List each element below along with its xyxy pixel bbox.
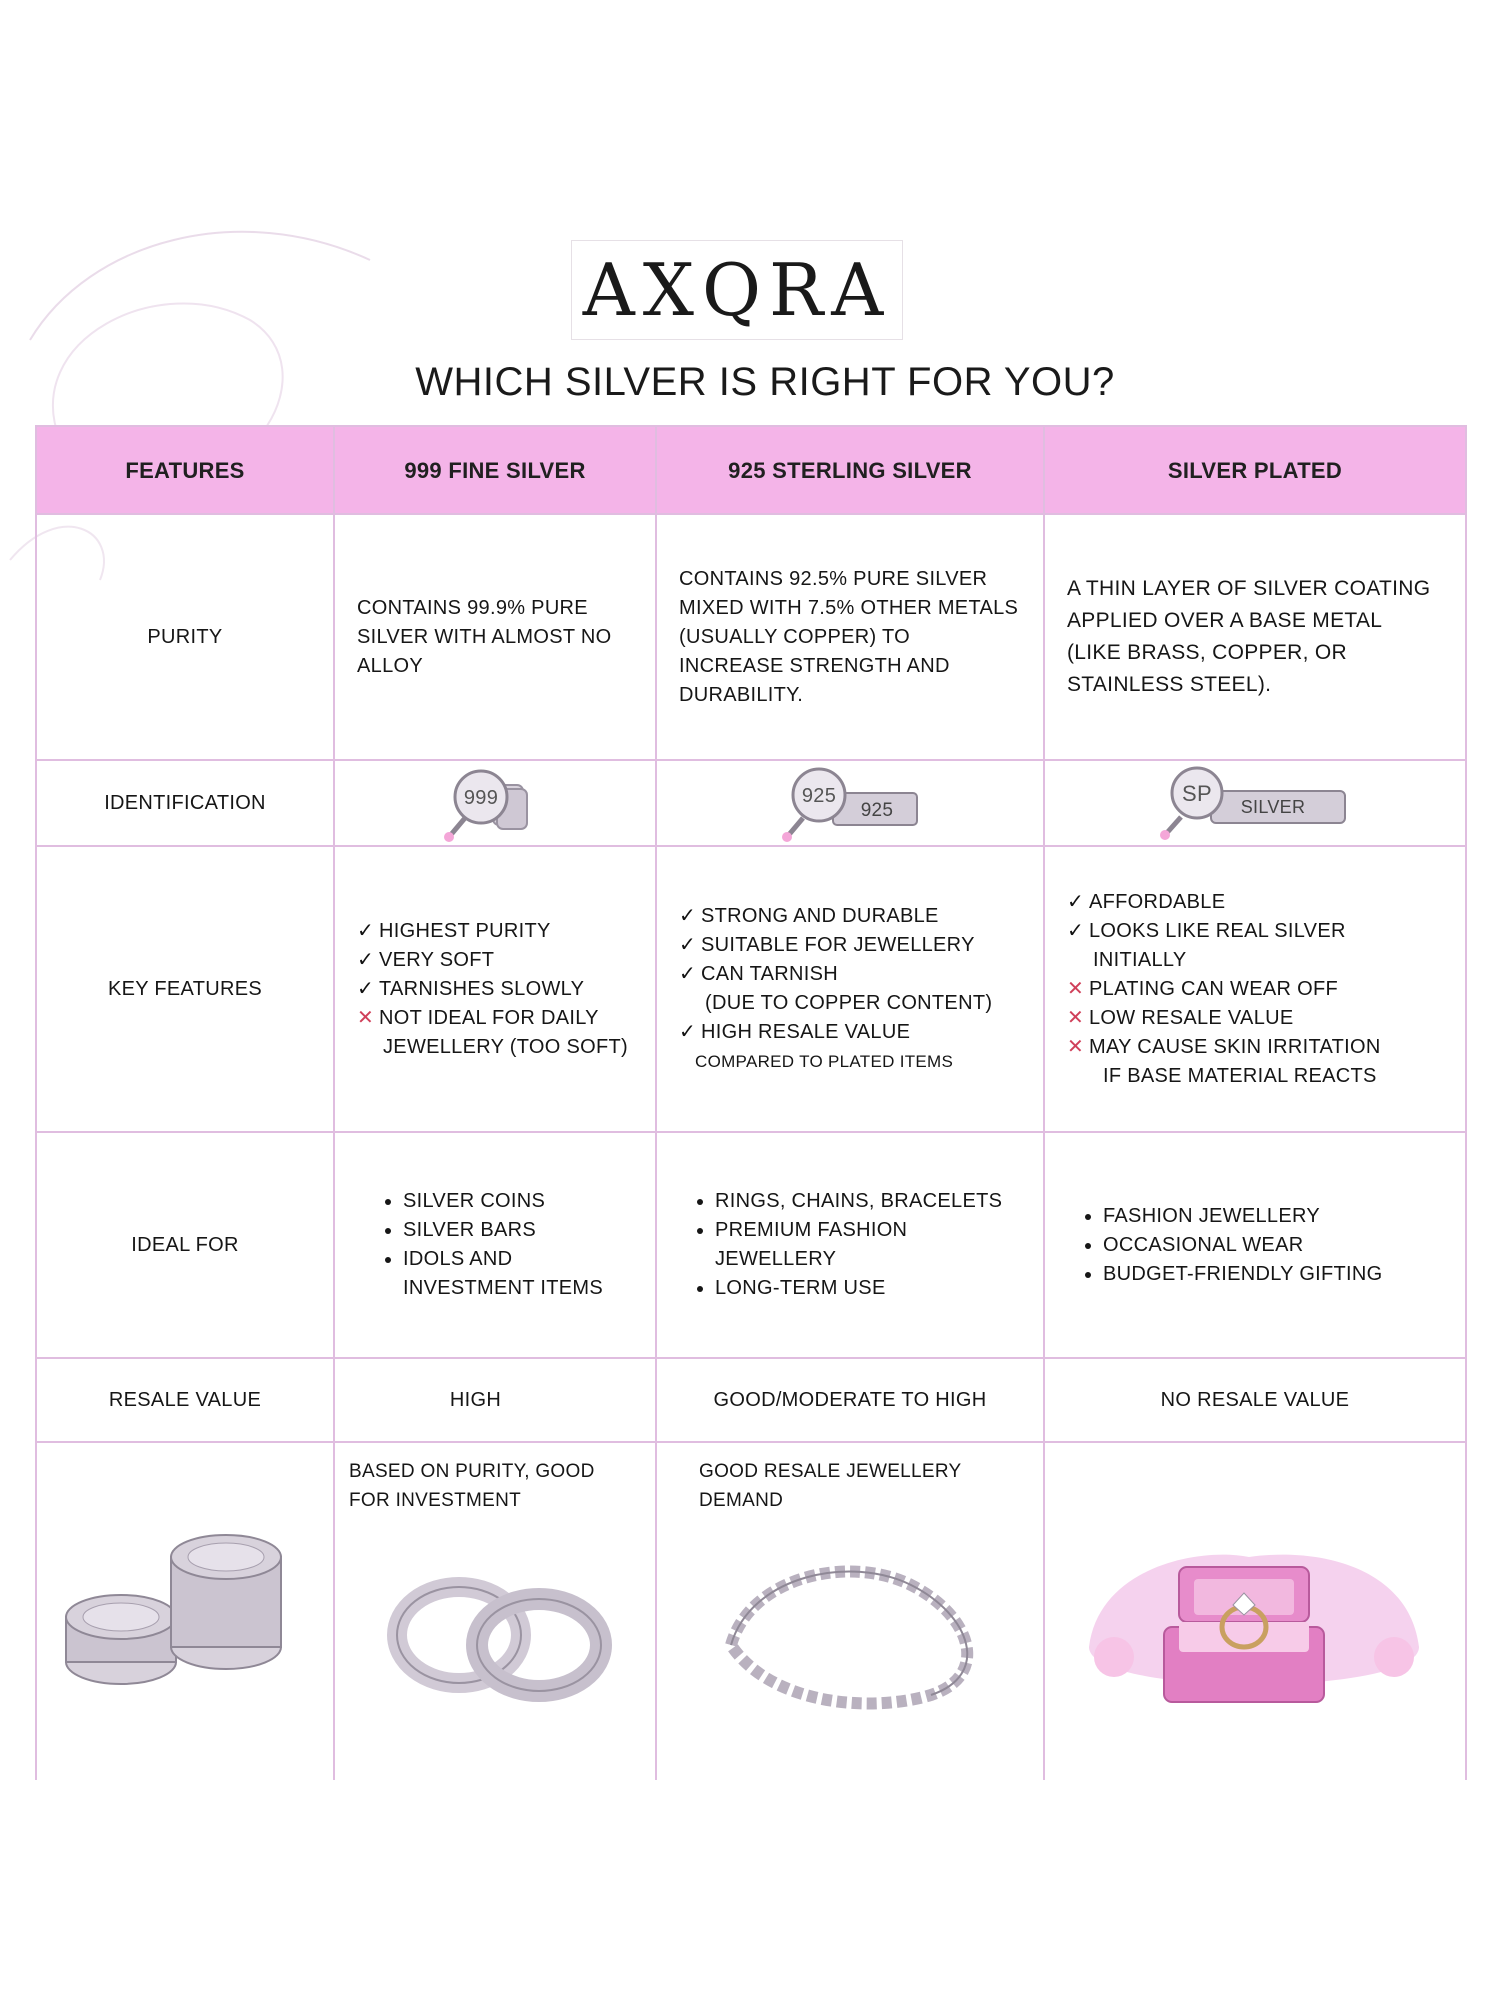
image-cell-coins <box>36 1442 334 1788</box>
identification-sterling <box>656 760 1044 846</box>
resale-fine: HIGH <box>334 1358 656 1442</box>
comparison-table <box>35 425 1467 1789</box>
check-icon: ✓ <box>679 934 697 956</box>
silver-rings-icon <box>379 1535 629 1715</box>
row-label-identification: IDENTIFICATION <box>36 760 334 846</box>
list-item-note: COMPARED TO PLATED ITEMS <box>695 1052 954 1071</box>
check-icon: ✓ <box>679 905 697 927</box>
check-icon: ✓ <box>357 977 375 1000</box>
list-item-continuation: (DUE TO COPPER CONTENT) <box>705 992 993 1014</box>
header-sterling-silver: 925 STERLING SILVER <box>656 426 1044 514</box>
ideal-for-plated <box>1044 1132 1466 1358</box>
hallmark-925-icon <box>775 763 925 843</box>
list-item: • SILVER BARS <box>403 1216 631 1245</box>
check-icon: ✓ <box>357 948 375 971</box>
list-item: ✓ HIGH RESALE VALUE <box>679 1018 1019 1047</box>
list-item: ✕ PLATING CAN WEAR OFF <box>1067 975 1441 1004</box>
hallmark-999-icon <box>435 763 555 843</box>
key-features-fine <box>334 846 656 1132</box>
list-item: • IDOLS AND INVESTMENT ITEMS <box>403 1245 631 1303</box>
image-cell-chain <box>656 1442 1044 1788</box>
bottom-margin <box>0 1780 1500 2000</box>
row-label-key-features: KEY FEATURES <box>36 846 334 1132</box>
hallmark-stamp-999: 999 <box>463 787 499 809</box>
list-item: ✕ NOT IDEAL FOR DAILY <box>357 1004 631 1033</box>
key-features-sterling <box>656 846 1044 1132</box>
resale-sterling: GOOD/MODERATE TO HIGH <box>656 1358 1044 1442</box>
check-icon: ✓ <box>679 963 697 985</box>
check-icon: ✓ <box>1067 919 1085 942</box>
table-row-purity <box>36 514 1466 760</box>
list-item: ✓ VERY SOFT <box>357 946 631 975</box>
header-features: FEATURES <box>36 426 334 514</box>
silver-coins-icon <box>51 1497 321 1717</box>
list-item: • LONG-TERM USE <box>715 1274 1019 1303</box>
list-item: ✓ LOOKS LIKE REAL SILVER <box>1067 917 1441 946</box>
hallmark-stamp-sp: SP <box>1182 781 1212 806</box>
header-fine-silver: 999 FINE SILVER <box>334 426 656 514</box>
list-item: ✕ MAY CAUSE SKIN IRRITATION <box>1067 1033 1441 1062</box>
list-item-continuation: JEWELLERY (TOO SOFT) <box>383 1035 628 1058</box>
resale-plated: NO RESALE VALUE <box>1044 1358 1466 1442</box>
list-item-continuation: IF BASE MATERIAL REACTS <box>1103 1064 1377 1087</box>
image-note-fine: BASED ON PURITY, GOOD FOR INVESTMENT <box>349 1461 595 1511</box>
hallmark-stamp-925: 925 <box>801 785 837 807</box>
image-cell-ring-box <box>1044 1442 1466 1788</box>
row-label-purity: PURITY <box>36 514 334 760</box>
purity-sterling: CONTAINS 92.5% PURE SILVER MIXED WITH 7.5% OTHER METALS (USUALLY COPPER) TO INCREASE STRENGTH AND DURABILITY. <box>656 514 1044 760</box>
silver-chain-icon <box>711 1535 1011 1715</box>
table-row-images <box>36 1442 1466 1788</box>
list-item: • PREMIUM FASHION JEWELLERY <box>715 1216 1019 1274</box>
bar-stamp-silver: SILVER <box>1240 797 1306 817</box>
purity-plated: A THIN LAYER OF SILVER COATING APPLIED OVER A BASE METAL (LIKE BRASS, COPPER, OR STAINLESS STEEL). <box>1044 514 1466 760</box>
row-label-ideal-for: IDEAL FOR <box>36 1132 334 1358</box>
list-item: ✓ CAN TARNISH <box>679 960 1019 989</box>
list-item: ✓ SUITABLE FOR JEWELLERY <box>679 931 1019 960</box>
list-item: • FASHION JEWELLERY <box>1103 1202 1441 1231</box>
identification-fine <box>334 760 656 846</box>
check-icon: ✓ <box>357 919 375 942</box>
list-item: ✓ AFFORDABLE <box>1067 888 1441 917</box>
brand-logo-text: AXQRA <box>582 248 892 332</box>
cross-icon: ✕ <box>1067 977 1085 1000</box>
table-row-identification <box>36 760 1466 846</box>
list-item: ✓ STRONG AND DURABLE <box>679 902 1019 931</box>
list-item: ✕ LOW RESALE VALUE <box>1067 1004 1441 1033</box>
ring-box-icon <box>1059 1497 1439 1757</box>
hallmark-sp-icon <box>1155 763 1355 843</box>
table-header-row <box>36 426 1466 514</box>
row-label-resale-value: RESALE VALUE <box>36 1358 334 1442</box>
table-row-ideal-for <box>36 1132 1466 1358</box>
list-item: ✓ HIGHEST PURITY <box>357 917 631 946</box>
list-item-continuation: INITIALLY <box>1093 948 1187 971</box>
table-row-key-features <box>36 846 1466 1132</box>
cross-icon: ✕ <box>357 1006 375 1029</box>
ideal-for-sterling <box>656 1132 1044 1358</box>
brand-logo <box>571 240 903 340</box>
page-title: WHICH SILVER IS RIGHT FOR YOU? <box>415 360 1115 404</box>
purity-fine: CONTAINS 99.9% PURE SILVER WITH ALMOST NO ALLOY <box>334 514 656 760</box>
list-item: • RINGS, CHAINS, BRACELETS <box>715 1187 1019 1216</box>
image-note-sterling: GOOD RESALE JEWELLERY DEMAND <box>699 1461 962 1511</box>
list-item: ✓ TARNISHES SLOWLY <box>357 975 631 1004</box>
key-features-plated <box>1044 846 1466 1132</box>
bar-stamp-925: 925 <box>860 800 894 821</box>
list-item: • BUDGET-FRIENDLY GIFTING <box>1103 1260 1441 1289</box>
list-item: • OCCASIONAL WEAR <box>1103 1231 1441 1260</box>
check-icon: ✓ <box>1067 890 1085 913</box>
cross-icon: ✕ <box>1067 1006 1085 1029</box>
check-icon: ✓ <box>679 1021 697 1043</box>
identification-plated <box>1044 760 1466 846</box>
ideal-for-fine <box>334 1132 656 1358</box>
header-silver-plated: SILVER PLATED <box>1044 426 1466 514</box>
image-cell-rings <box>334 1442 656 1788</box>
cross-icon: ✕ <box>1067 1035 1085 1058</box>
table-row-resale-value <box>36 1358 1466 1442</box>
list-item: • SILVER COINS <box>403 1187 631 1216</box>
